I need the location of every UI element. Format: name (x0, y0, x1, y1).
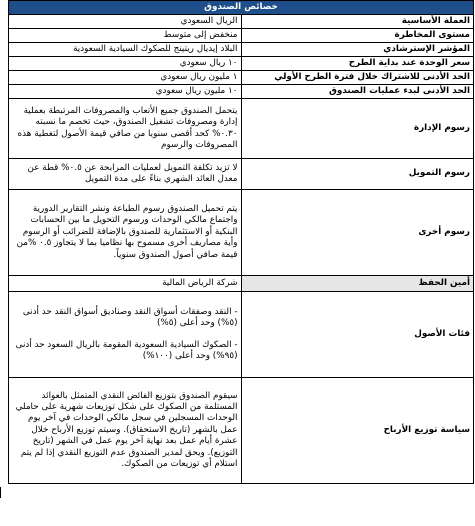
value-financing-fees: لا تزيد تكلفة التمويل لعمليات المرابحة عن ٠.٥% قطة عن معدل العائد الشهري بناءً على مدة التمويل (9, 159, 242, 190)
row-benchmark (9, 43, 474, 57)
row-min-subscription (9, 71, 474, 85)
label-custodian: أمين الحفظ (241, 276, 474, 292)
table-header: خصائص الصندوق (9, 1, 474, 15)
label-base-currency: العملة الأساسية (241, 15, 474, 29)
row-asset-classes (9, 292, 474, 378)
fund-characteristics-table-wrapper (8, 0, 474, 484)
value-benchmark: البلاد إيديال ريتينج للصكوك السيادية السعودية (9, 43, 242, 57)
label-dividend-policy: سياسة توزيع الأرباح (241, 378, 474, 484)
label-management-fees: رسوم الإدارة (241, 99, 474, 159)
value-other-fees: يتم تحميل الصندوق رسوم الطباعة ونشر التقارير الدورية واجتماع مالكي الوحدات ورسوم التحويل ما بين الحسابات البنكية أو الاستثمارية للصندوق بالإضافة للضرائب أو الرسوم وأية مصاريف أخرى مسموح بها نظاميا بما لا يتجاوز ٠.٥ %من قيمة صافي أصول الصندوق سنوياً. (9, 190, 242, 276)
value-min-operations: ١٠ مليون ريال سعودي (9, 85, 242, 99)
value-management-fees: يتحمل الصندوق جميع الأتعاب والمصروفات المرتبطة بعملية إدارة ومصروفات تشغيل الصندوق، حيث تخصم ما نسبته ٠.٣٠% كحد أقصى سنويا من صافي قيمة الأصول لتغطية هذه المصروفات والرسوم (9, 99, 242, 159)
value-unit-price: ١٠ ريال سعودي (9, 57, 242, 71)
value-dividend-policy: سيقوم الصندوق بتوزيع الفائض النقدي المتمثل بالعوائد المستلمة من الصكوك على شكل توزيعات شهرية على حاملي الوحدات المسجلين في سجل مالكي الوحدات في آخر يوم عمل بالشهر (تاريخ الاستحقاق). وسيتم توزيع الأرباح خلال عشرة أيام عمل بعد نهاية آخر يوم عمل في الشهر (تاريخ التوزيع). ويحق لمدير الصندوق عدم التوزيع النقدي إذا لم يتم استلام أي توزيعات من الصكوك. (9, 378, 242, 484)
label-min-operations: الحد الأدنى لبدء عمليات الصندوق (241, 85, 474, 99)
row-unit-price (9, 57, 474, 71)
row-financing-fees (9, 159, 474, 190)
row-base-currency (9, 15, 474, 29)
row-min-operations (9, 85, 474, 99)
value-custodian: شركة الرياض المالية (9, 276, 242, 292)
value-risk-level: منخفض إلى متوسط (9, 29, 242, 43)
page-edge-mark (0, 487, 1, 498)
label-unit-price: سعر الوحدة عند بداية الطرح (241, 57, 474, 71)
row-custodian (9, 276, 474, 292)
label-asset-classes: فئات الأصول (241, 292, 474, 378)
value-min-subscription: ١ مليون ريال سعودي (9, 71, 242, 85)
label-min-subscription: الحد الأدنى للاشتراك خلال فترة الطرح الأولي (241, 71, 474, 85)
row-management-fees (9, 99, 474, 159)
label-risk-level: مستوى المخاطرة (241, 29, 474, 43)
asset-class-item: - الصكوك السيادية السعودية المقومة بالريال السعود حد أدنى (٩٥%) وحد أعلى (١٠٠%) (15, 339, 238, 361)
row-dividend-policy (9, 378, 474, 484)
label-benchmark: المؤشر الإسترشادي (241, 43, 474, 57)
row-other-fees (9, 190, 474, 276)
value-base-currency: الريال السعودي (9, 15, 242, 29)
row-risk-level (9, 29, 474, 43)
table-header-row (9, 1, 474, 15)
label-financing-fees: رسوم التمويل (241, 159, 474, 190)
asset-class-item: - النقد وصفقات أسواق النقد وصناديق أسواق النقد حد أدنى (٥%) وحد أعلى (٥%) (22, 306, 238, 329)
value-asset-classes (9, 292, 242, 378)
label-other-fees: رسوم أخرى (241, 190, 474, 276)
list-gap (12, 330, 238, 340)
fund-characteristics-table (8, 0, 474, 484)
